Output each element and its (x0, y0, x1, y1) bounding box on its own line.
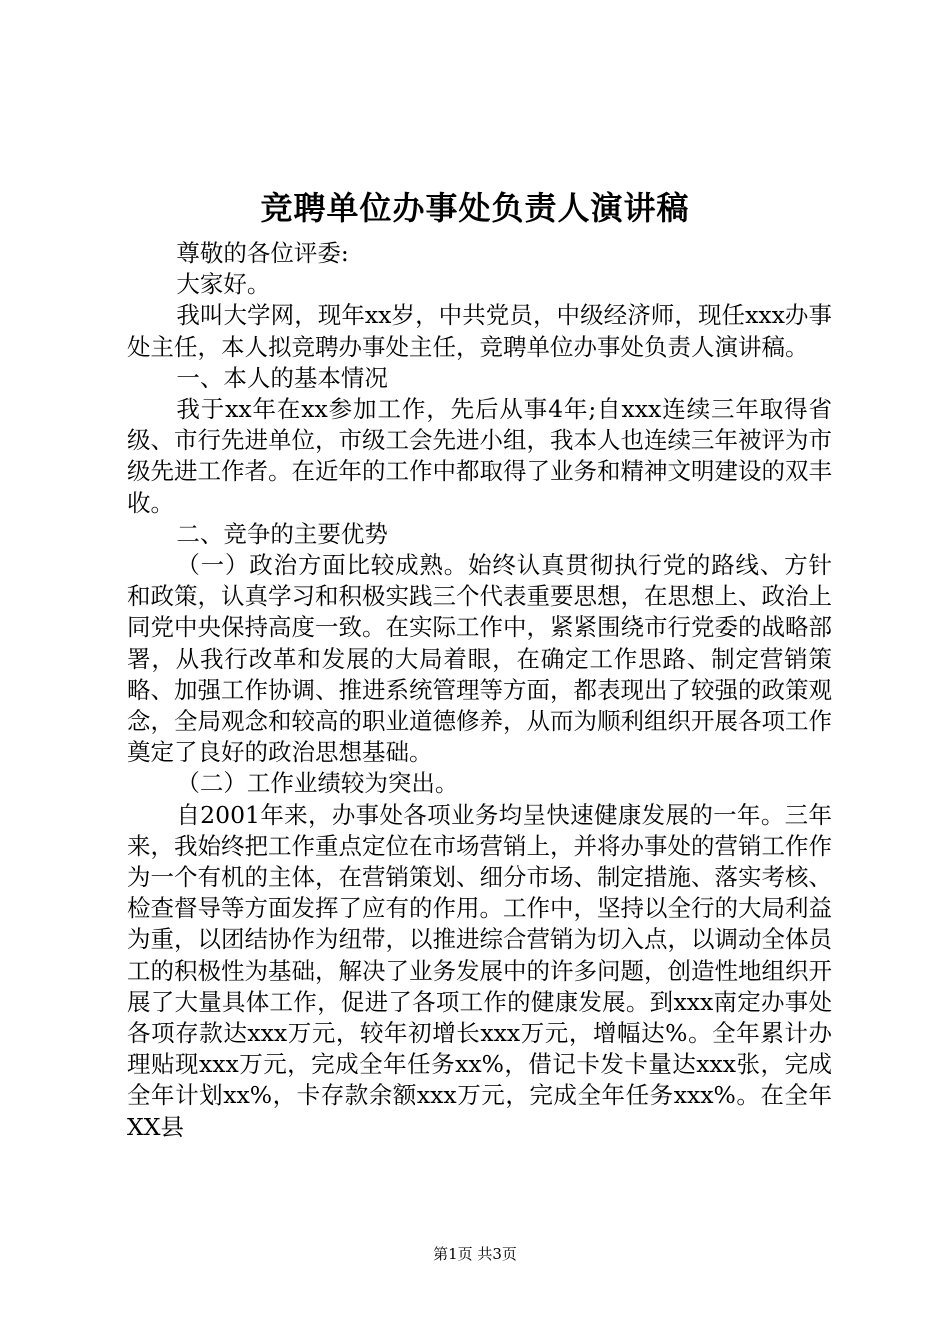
performance-paragraph: 自2001年来，办事处各项业务均呈快速健康发展的一年。三年来，我始终把工作重点定位在市场营销上，并将办事处的营销工作作为一个有机的主体，在营销策划、细分市场、制定措施、落实考核、检查督导等方面发挥了应有的作用。工作中，坚持以全行的大局利益为重，以团结协作为纽带，以推进综合营销为切入点，以调动全体员工的积极性为基础，解决了业务发展中的许多问题，创造性地组织开展了大量具体工作，促进了各项工作的健康发展。到xxx南定办事处各项存款达xxx万元，较年初增长xxx万元，增幅达%。全年累计办理贴现xxx万元，完成全年任务xx%，借记卡发卡量达xxx张，完成全年计划xx%，卡存款余额xxx万元，完成全年任务xxx%。在全年XX县 (127, 800, 832, 1141)
section-heading-advantages: 二、竞争的主要优势 (176, 519, 388, 548)
subheading-performance: （二）工作业绩较为突出。 (176, 769, 459, 798)
page-footer: 第1页 共3页 (433, 1245, 517, 1263)
political-paragraph: （一）政治方面比较成熟。始终认真贯彻执行党的路线、方针和政策，认真学习和积极实践三个代表重要思想，在思想上、政治上同党中央保持高度一致。在实际工作中，紧紧围绕市行党委的战略部署，从我行改革和发展的大局着眼，在确定工作思路、制定营销策略、加强工作协调、推进系统管理等方面，都表现出了较强的政策观念，全局观念和较高的职业道德修养，从而为顺利组织开展各项工作奠定了良好的政治思想基础。 (127, 551, 832, 767)
basic-info-paragraph: 我于xx年在xx参加工作，先后从事4年;自xxx连续三年取得省级、市行先进单位，市级工会先进小组，我本人也连续三年被评为市级先进工作者。在近年的工作中都取得了业务和精神文明建设的双丰收。 (127, 395, 832, 517)
document-title: 竞聘单位办事处负责人演讲稿 (260, 189, 690, 227)
salutation: 尊敬的各位评委: (176, 239, 349, 267)
document-body (127, 238, 832, 1143)
intro-paragraph: 我叫大学网，现年xx岁，中共党员，中级经济师，现任xxx办事处主任，本人拟竞聘办事处主任，竞聘单位办事处负责人演讲稿。 (127, 301, 832, 361)
greeting: 大家好。 (176, 270, 271, 299)
section-heading-basic-info: 一、本人的基本情况 (176, 363, 388, 392)
